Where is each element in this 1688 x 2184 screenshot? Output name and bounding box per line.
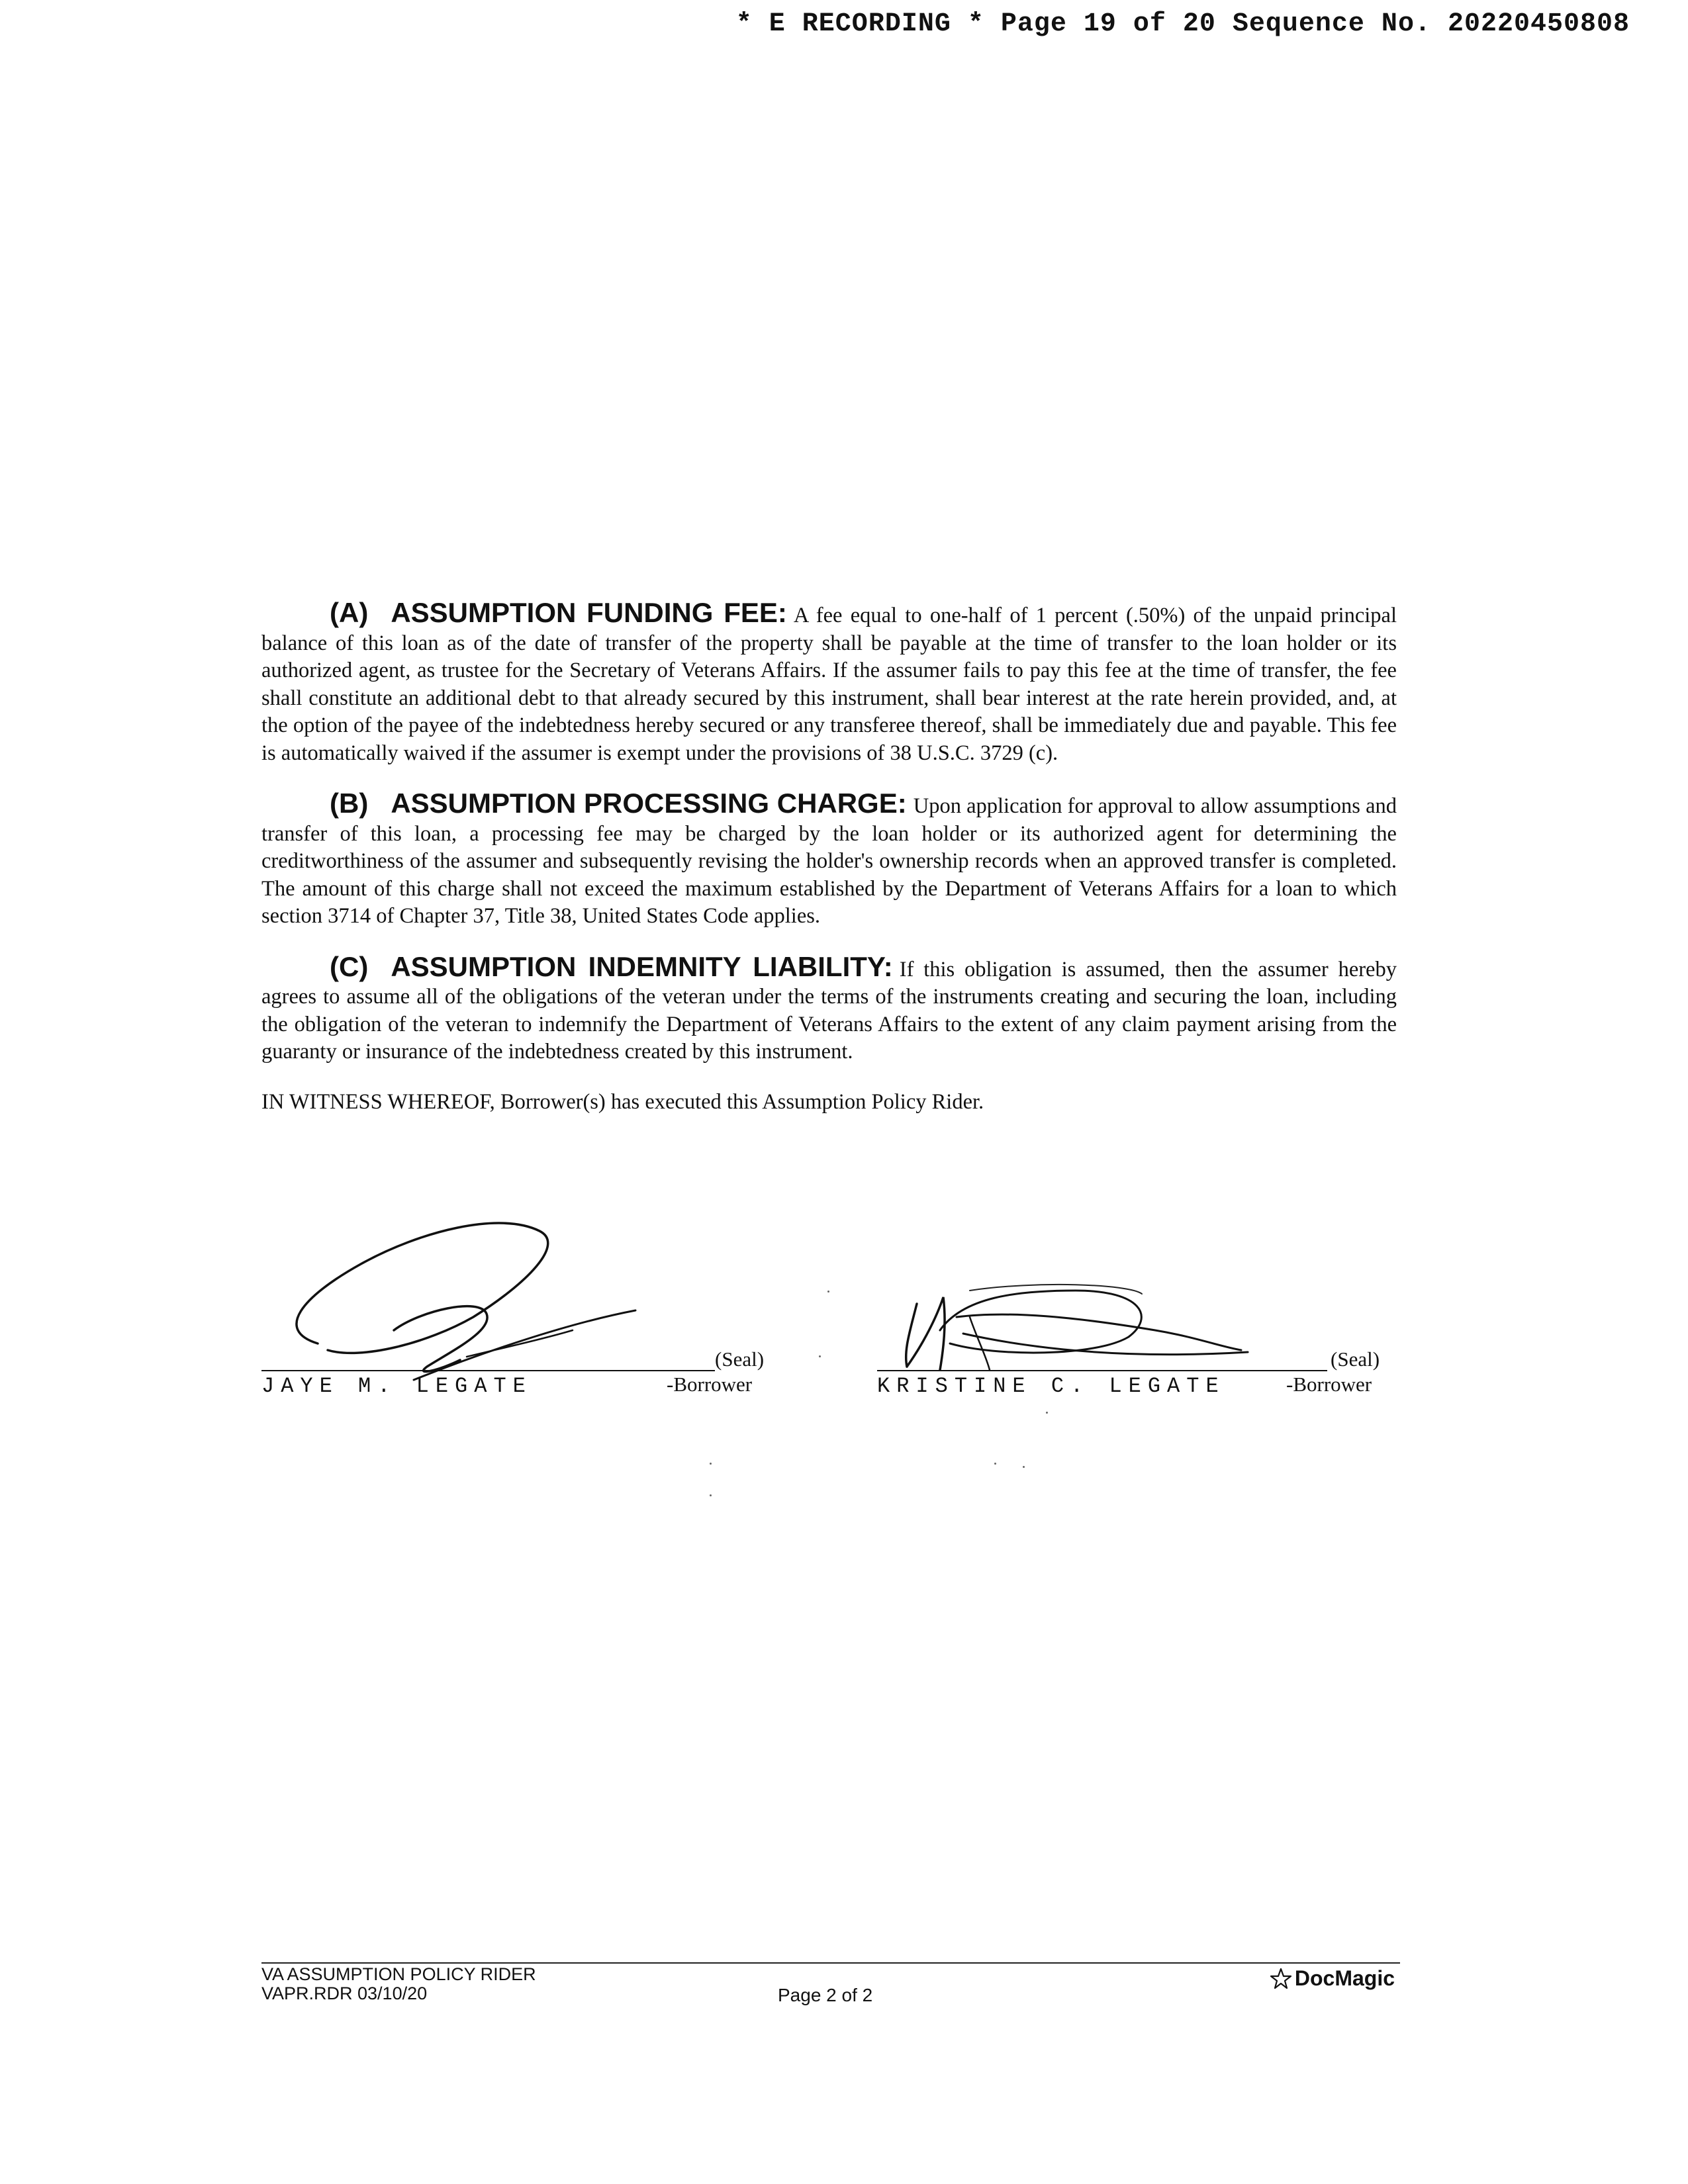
rider-body <box>261 599 1397 1138</box>
signature-line-kristine <box>877 1370 1327 1371</box>
scan-speck <box>1023 1466 1025 1468</box>
footer-page-number: Page 2 of 2 <box>778 1985 873 2005</box>
footer-form-title: VA ASSUMPTION POLICY RIDER <box>261 1964 536 1984</box>
signature-block-kristine <box>877 1218 1400 1410</box>
scan-speck <box>1046 1412 1048 1414</box>
borrower-label-kristine: -Borrower <box>1286 1373 1372 1396</box>
seal-label-kristine: (Seal) <box>1331 1347 1380 1371</box>
footer-divider <box>261 1962 1400 1964</box>
footer-brand-name: DocMagic <box>1294 1966 1395 1990</box>
signer-name-kristine: KRISTINE C. LEGATE <box>877 1374 1225 1398</box>
scan-speck <box>710 1463 712 1465</box>
scan-speck <box>994 1463 996 1465</box>
recording-stamp: * E RECORDING * Page 19 of 20 Sequence No. 20220450808 <box>735 9 1630 39</box>
signature-block-jaye <box>261 1218 778 1410</box>
borrower-label-jaye: -Borrower <box>667 1373 753 1396</box>
signature-line-jaye <box>261 1370 715 1371</box>
footer-form-info <box>261 1965 536 2003</box>
section-a-title: ASSUMPTION FUNDING FEE: <box>391 597 787 628</box>
scan-speck <box>827 1291 829 1293</box>
page-footer <box>261 1962 1400 2015</box>
section-a-letter: (A) <box>330 597 369 628</box>
scan-speck <box>819 1355 821 1357</box>
seal-label-jaye: (Seal) <box>715 1347 765 1371</box>
section-c <box>261 950 1397 1066</box>
scan-speck <box>710 1494 712 1496</box>
section-b-title: ASSUMPTION PROCESSING CHARGE: <box>391 788 907 819</box>
star-icon <box>1270 1968 1292 1990</box>
signer-name-jaye: JAYE M. LEGATE <box>261 1374 532 1398</box>
footer-form-code: VAPR.RDR 03/10/20 <box>261 1983 428 2003</box>
section-c-title: ASSUMPTION INDEMNITY LIABILITY: <box>391 950 893 982</box>
section-c-body: If this obligation is assumed, then the assumer hereby agrees to assume all of the obligations of the veteran under the terms of the instruments creating and securing the loan, including the obligation of the veteran to indemnify the Department of Veterans Affairs to the extent of any claim payment arising from the guaranty or insurance of the indebtedness created by this instrument. <box>261 957 1397 1064</box>
section-b-letter: (B) <box>330 788 369 819</box>
footer-brand <box>1270 1966 1395 1991</box>
witness-statement: IN WITNESS WHEREOF, Borrower(s) has executed this Assumption Policy Rider. <box>261 1089 984 1114</box>
section-c-letter: (C) <box>330 950 369 982</box>
section-b <box>261 790 1397 931</box>
section-a <box>261 599 1397 767</box>
section-b-body: Upon application for approval to allow assumptions and transfer of this loan, a processing fee may be charged by the loan holder or its authorized agent for determining the creditworthiness of the assumer and subsequently revising the holder's ownership records when an approved transfer is completed. The amount of this charge shall not exceed the maximum established by the Department of Veterans Affairs for a loan to which section 3714 of Chapter 37, Title 38, United States Code applies. <box>261 794 1397 928</box>
section-a-body: A fee equal to one-half of 1 percent (.50%) of the unpaid principal balance of this loan as of the date of transfer of the property shall be payable at the time of transfer to the loan holder or its authorized agent, as trustee for the Secretary of Veterans Affairs. If the assumer fails to pay this fee at the time of transfer, the fee shall constitute an additional debt to that already secured by this instrument, shall bear interest at the rate herein provided, and, at the option of the payee of the indebtedness hereby secured or any transferee thereof, shall be immediately due and payable. This fee is automatically waived if the assumer is exempt under the provisions of 38 U.S.C. 3729 (c). <box>261 604 1397 765</box>
